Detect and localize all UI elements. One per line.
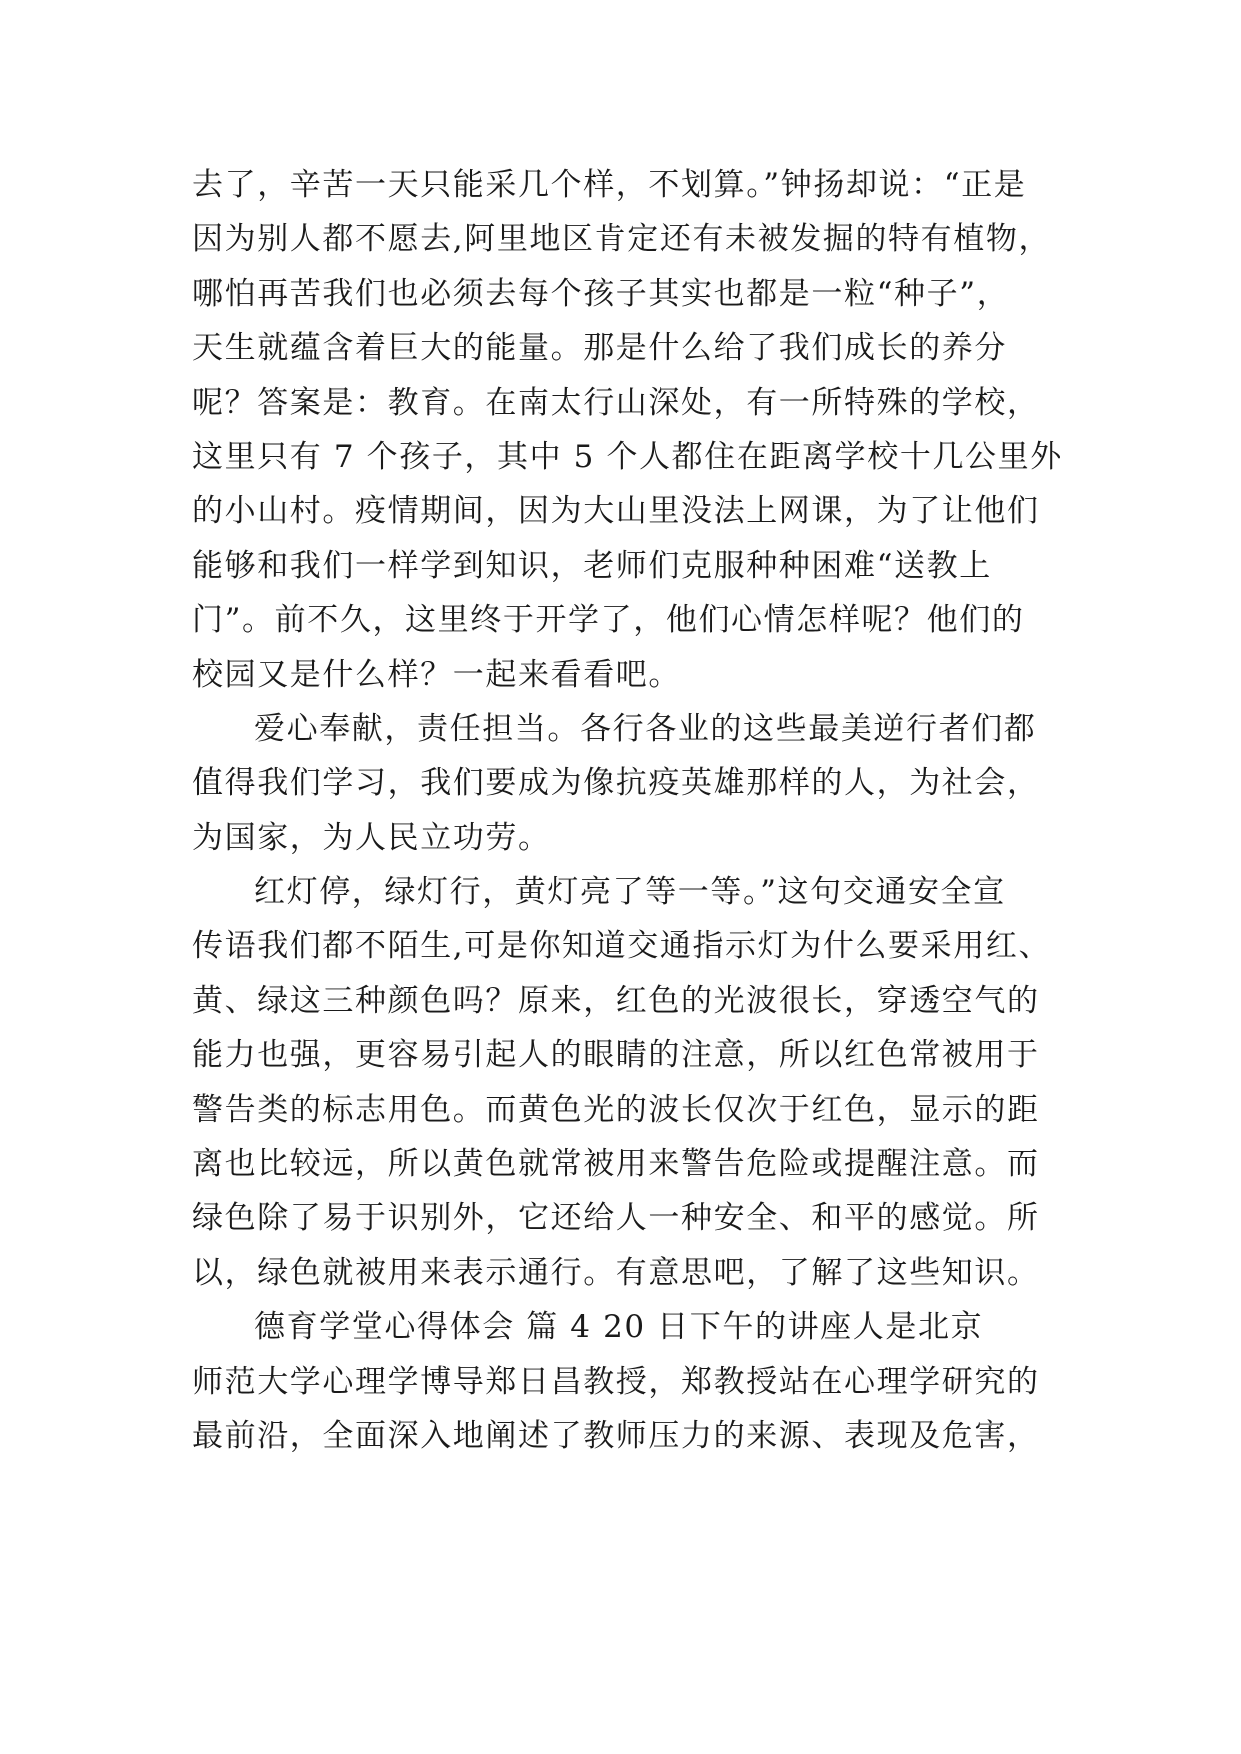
text-line: 能力也强，更容易引起人的眼睛的注意，所以红色常被用于: [192, 1037, 1040, 1074]
text-line: 德育学堂心得体会 篇 4 20 日下午的讲座人是北京: [254, 1309, 984, 1346]
text-line: 传语我们都不陌生,可是你知道交通指示灯为什么要采用红、: [192, 928, 1052, 965]
text-line: 离也比较远，所以黄色就常被用来警告危险或提醒注意。而: [192, 1146, 1040, 1183]
text-line: 师范大学心理学博导郑日昌教授，郑教授站在心理学研究的: [192, 1363, 1040, 1400]
text-line: 去了，辛苦一天只能采几个样，不划算。”钟扬却说：“正是: [192, 167, 1027, 203]
text-line: 黄、绿这三种颜色吗？原来，红色的光波很长，穿透空气的: [192, 982, 1040, 1019]
text-line: 值得我们学习，我们要成为像抗疫英雄那样的人，为社会，: [192, 765, 1040, 802]
text-line: 绿色除了易于识别外，它还给人一种安全、和平的感觉。所: [192, 1200, 1040, 1237]
text-line: 爱心奉献，责任担当。各行各业的这些最美逆行者们都: [254, 710, 1037, 747]
text-line: 为国家，为人民立功劳。: [192, 819, 551, 856]
document-body: [192, 158, 1092, 1463]
text-line: 最前沿，全面深入地阐述了教师压力的来源、表现及危害，: [192, 1417, 1040, 1454]
text-line: 因为别人都不愿去,阿里地区肯定还有未被发掘的特有植物，: [192, 221, 1052, 258]
text-line: 的小山村。疫情期间，因为大山里没法上网课，为了让他们: [192, 493, 1040, 530]
text-line: 以，绿色就被用来表示通行。有意思吧，了解了这些知识。: [192, 1254, 1040, 1291]
text-line: 门”。前不久，这里终于开学了，他们心情怎样呢？他们的: [192, 602, 1025, 639]
text-line: 天生就蕴含着巨大的能量。那是什么给了我们成长的养分: [192, 330, 1007, 367]
text-line: 能够和我们一样学到知识，老师们克服种种困难“送教上: [192, 547, 992, 584]
text-line: 警告类的标志用色。而黄色光的波长仅次于红色，显示的距: [192, 1091, 1040, 1128]
text-line: 呢？答案是：教育。在南太行山深处，有一所特殊的学校，: [192, 384, 1040, 421]
text-line: 校园又是什么样？一起来看看吧。: [192, 656, 681, 693]
text-line: 这里只有 7 个孩子，其中 5 个人都住在距离学校十几公里外: [192, 438, 1063, 475]
text-line: 哪怕再苦我们也必须去每个孩子其实也都是一粒“种子”，: [192, 275, 1010, 312]
text-line: 红灯停，绿灯行，黄灯亮了等一等。”这句交通安全宣: [254, 874, 1006, 911]
